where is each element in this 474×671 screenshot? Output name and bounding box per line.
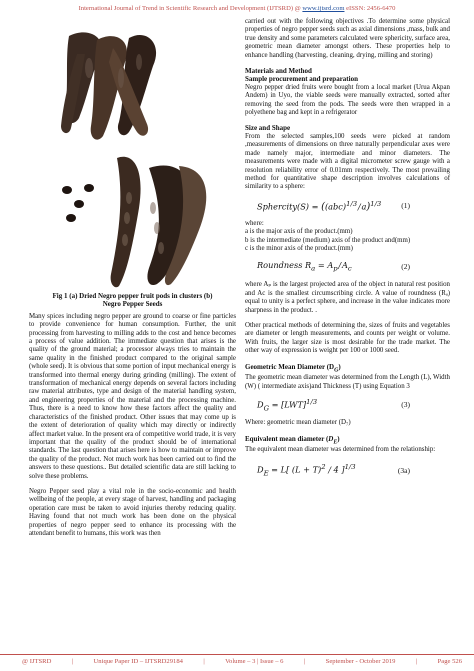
- footer-brand: @ IJTSRD: [22, 658, 52, 665]
- left-column: [29, 18, 236, 538]
- journal-name: International Journal of Trend in Scientific Research and Development (IJTSRD) @: [78, 5, 301, 12]
- journal-url-link[interactable]: www.ijtsrd.com: [302, 5, 345, 12]
- journal-header: [0, 5, 474, 12]
- journal-issn: eISSN: 2456-6470: [346, 5, 396, 12]
- figure-pepper-images: [29, 18, 236, 290]
- figure-caption: [29, 292, 236, 309]
- footer-volume: Volume – 3 | Issue – 6: [225, 658, 284, 665]
- footer-paper-id: Unique Paper ID – IJTSRD29184: [93, 658, 183, 665]
- heading-size-shape: Size and Shape: [245, 124, 291, 133]
- page-footer: @ IJTSRD | Unique Paper ID – IJTSRD29184 | Volume – 3 | Issue – 6 | September - October 2019 | Page 526: [0, 654, 474, 671]
- heading-equivalent-mean-diameter: Equivalent mean diameter $(D_E)$: [245, 434, 340, 445]
- equation-sphericity: Sphercity(S) = ((abc)$^{1/3}$ / a)$^{1/3}$ (1): [257, 199, 410, 213]
- heading-geometric-mean-diameter: Geometric Mean Diameter $(D_G)$: [245, 362, 341, 373]
- projected-area-paragraph: where Aₚ is the largest projected area of the object in natural rest position and Ac is the smallest circumscribing circle. A value of roundness (Rₐ) equal to unity is a perfect sphere, and increase in the value indicates more sharpness in the product. .: [245, 281, 450, 314]
- definition-c: c is the minor axis of the product.(mm): [245, 244, 353, 252]
- figure-caption-line2: Negro Pepper Seeds: [102, 300, 163, 309]
- figure-caption-line1: Fig 1 (a) Dried Negro pepper fruit pods in clusters (b): [52, 292, 213, 300]
- where-label-1: where:: [245, 219, 264, 227]
- equation-gmd: $D_G = [LWT]^{1/3}$ (3): [257, 397, 410, 413]
- left-paragraph-2: Negro Pepper seed play a vital role in the socio-economic and health wellbeing of the people, at every stage of harvest, handling and packaging operation care must be taken to avoid injuries thereby reducing quality. Having found that not much work has been done on the physical properties of negro pepper seed to enhance its processing with the attendant benefit to humans, this work was then: [29, 487, 236, 537]
- equation-2-label: (2): [401, 262, 410, 272]
- gmd-paragraph: The geometric mean diameter was determined from the Length (L), Width (W) ( intermediate axis)and Thickness (T) using Equation 3: [245, 374, 450, 390]
- other-methods-paragraph: Other practical methods of determining the, sizes of fruits and vegetables are diameter or length measurements, and counts per weight or volume. With fruits, the larger size is most desirable for the trade market. The other way of expression is weight per 100 or 1000 seed.: [245, 321, 450, 355]
- equation-3a-label: (3a): [397, 465, 410, 475]
- equation-roundness: Roundness $R_a = A_p$ / $A_c$ (2): [257, 260, 410, 273]
- equation-emd: $D_E = L$[ $(L + T)^2 / 4$ ]$^{1/3}$ (3a): [257, 463, 410, 478]
- sample-paragraph: Negro pepper dried fruits were bought from a local market (Urua Akpan Andem) in Uyo, the viable seeds were manually extracted, sorted after removing the seed from the pods. The seeds were then wrapped in a polyethene bag and kept in a refrigerator: [245, 83, 450, 117]
- emd-paragraph: The equivalent mean diameter was determined from the relationship:: [245, 446, 436, 454]
- definition-a: a is the major axis of the product.(mm): [245, 228, 353, 236]
- heading-materials-method: Materials and Method: [245, 67, 312, 76]
- pepper-photo-illustration: [29, 18, 236, 290]
- size-paragraph: From the selected samples,100 seeds were picked at random ,measurements of dimensions on three naturally perpendicular axes were made namely major, intermediate and minor diameters. The measurements were made with a digital micrometer screw gauge with a resolution reliability error of 0.01mm respectively. The most prevailing method for quantitative shape description involves calculations of similarity to a sphere:: [245, 132, 450, 191]
- left-paragraph-1: Many spices including negro pepper are ground to coarse or fine particles to provide convenience for human consumption. Further, the unit processing from harvesting to milling adds to the cost and hence becomes a process of value addition. The immediate question that arises is the quality of the ground material; a processor always tries to maintain the same quality in the finished product compared to the original sample (whole seed). It is obvious that some portion of input mechanical energy is transformed into thermal energy during grinding (milling). The extent of transformation of mechanical energy depends on several factors including raw material attributes, type and design of the material handling system, and engineering properties of the material and the processing machine. Thus, there is a need to know how these factors affect the quality and characteristics of the finished product. Other issues that may come up is the extent of deterioration of quality which may directly or indirectly affect market value. In the present era of competitive world trade, it is very important that the quality of the product should be of international standards. The last question that arises here is how to maintain or improve the quality of the product. Not much work has been carried out to find the answers to these questions.. But detailed scientific data are still lacking to solve these problems.: [29, 312, 236, 480]
- heading-sample-procurement: Sample procurement and preparation: [245, 75, 358, 84]
- intro-paragraph: carried out with the following objectives .To determine some physical properties of negro pepper seeds such as axial dimensions ,mass, bulk and true density and some parameters calculated were sphericity, surface area, geometric mean diameter amongst others. These properties help to enhance handling (harvesting, cleaning, drying, milling and storing): [245, 18, 450, 59]
- footer-page: Page 526: [437, 658, 462, 665]
- definition-b: b is the intermediate (medium) axis of the product and(mm): [245, 236, 411, 244]
- footer-date: September - October 2019: [325, 658, 396, 665]
- right-column: [245, 18, 450, 487]
- equation-3-label: (3): [401, 400, 410, 409]
- where-gmd: Where: geometric mean diameter (D₇): [245, 419, 351, 427]
- equation-1-label: (1): [401, 200, 410, 210]
